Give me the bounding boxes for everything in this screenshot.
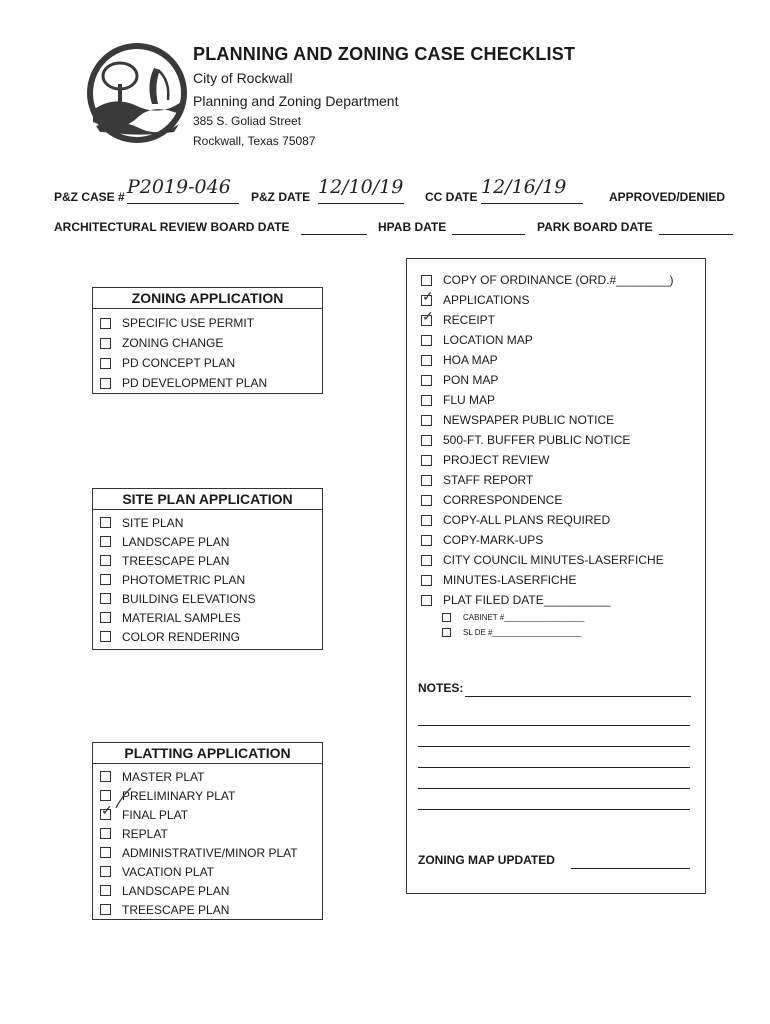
checkbox[interactable] <box>421 375 432 386</box>
checkbox[interactable] <box>421 355 432 366</box>
checkbox[interactable] <box>421 575 432 586</box>
zoning-item-zoning-change[interactable]: ZONING CHANGE <box>100 333 322 353</box>
checkbox[interactable] <box>100 904 111 915</box>
checkbox[interactable] <box>100 358 111 369</box>
park-board-date-field[interactable] <box>659 220 733 235</box>
arb-date-label: ARCHITECTURAL REVIEW BOARD DATE <box>54 220 290 234</box>
checklist-item-copy-of-ordinance[interactable]: COPY OF ORDINANCE (ORD.#________) <box>421 270 674 290</box>
notes-line <box>418 809 690 810</box>
pz-date-field[interactable] <box>318 176 404 204</box>
site-plan-application-title: SITE PLAN APPLICATION <box>93 489 322 510</box>
platting-item-vacation-plat[interactable]: VACATION PLAT <box>100 862 322 881</box>
site-plan-item-color-rendering[interactable]: COLOR RENDERING <box>100 627 322 646</box>
zoning-item-pd-concept-plan[interactable]: PD CONCEPT PLAN <box>100 353 322 373</box>
platting-item-master-plat[interactable]: MASTER PLAT <box>100 767 322 786</box>
zoning-application-list <box>93 309 322 393</box>
case-number-label: P&Z CASE # <box>54 190 125 204</box>
handwritten-stroke-mark <box>114 786 134 815</box>
zoning-application-title: ZONING APPLICATION <box>93 288 322 309</box>
checkbox[interactable] <box>100 847 111 858</box>
city-seal-logo <box>84 40 190 146</box>
checkbox-checked[interactable] <box>421 315 432 326</box>
platting-item-final-plat[interactable]: ✓ FINAL PLAT <box>100 805 322 824</box>
checkbox[interactable] <box>442 613 451 622</box>
checkbox[interactable] <box>421 535 432 546</box>
plat-filed-sub-list <box>421 610 674 640</box>
checkbox[interactable] <box>100 536 111 547</box>
platting-item-treescape-plan[interactable]: TREESCAPE PLAN <box>100 900 322 919</box>
checklist-item-copy-all-plans-required[interactable]: COPY-ALL PLANS REQUIRED <box>421 510 674 530</box>
platting-application-title: PLATTING APPLICATION <box>93 743 322 764</box>
platting-item-preliminary-plat[interactable]: PRELIMINARY PLAT <box>100 786 322 805</box>
checklist-item-receipt[interactable]: ✓ RECEIPT <box>421 310 674 330</box>
checkbox-checked[interactable] <box>100 809 111 820</box>
checklist-item-newspaper-public-notice[interactable]: NEWSPAPER PUBLIC NOTICE <box>421 410 674 430</box>
zoning-item-specific-use-permit[interactable]: SPECIFIC USE PERMIT <box>100 313 322 333</box>
checkbox[interactable] <box>100 885 111 896</box>
checkbox[interactable] <box>100 612 111 623</box>
arb-date-field[interactable] <box>301 220 367 235</box>
checkbox[interactable] <box>100 771 111 782</box>
zoning-map-updated-field[interactable] <box>571 853 690 869</box>
notes-line <box>418 725 690 726</box>
checklist-subitem-slide[interactable]: SL DE #____________________ <box>442 625 674 640</box>
checkbox[interactable] <box>421 415 432 426</box>
checkbox[interactable] <box>421 555 432 566</box>
checklist-item-pon-map[interactable]: PON MAP <box>421 370 674 390</box>
cc-date-field[interactable] <box>481 176 583 204</box>
document-checklist-list <box>421 270 674 640</box>
platting-item-landscape-plan[interactable]: LANDSCAPE PLAN <box>100 881 322 900</box>
checkbox[interactable] <box>442 628 451 637</box>
site-plan-application-list <box>93 510 322 646</box>
city-state-zip: Rockwall, Texas 75087 <box>193 134 316 148</box>
notes-lines[interactable] <box>418 705 692 815</box>
checkbox[interactable] <box>100 593 111 604</box>
platting-item-administrative-minor-plat[interactable]: ADMINISTRATIVE/MINOR PLAT <box>100 843 322 862</box>
case-number-value: P2019-046 <box>127 176 231 198</box>
checkbox[interactable] <box>421 455 432 466</box>
checklist-item-correspondence[interactable]: CORRESPONDENCE <box>421 490 674 510</box>
zoning-application-box <box>92 287 323 394</box>
checklist-subitem-cabinet[interactable]: CABINET #__________________ <box>442 610 674 625</box>
checklist-item-staff-report[interactable]: STAFF REPORT <box>421 470 674 490</box>
checkbox[interactable] <box>421 515 432 526</box>
checkbox[interactable] <box>100 338 111 349</box>
checklist-item-applications[interactable]: ✓ APPLICATIONS <box>421 290 674 310</box>
checklist-item-plat-filed-date[interactable]: PLAT FILED DATE__________ <box>421 590 674 610</box>
checkbox[interactable] <box>100 790 111 801</box>
notes-line <box>418 788 690 789</box>
checklist-item-copy-mark-ups[interactable]: COPY-MARK-UPS <box>421 530 674 550</box>
checklist-item-buffer-public-notice[interactable]: 500-FT. BUFFER PUBLIC NOTICE <box>421 430 674 450</box>
hpab-date-field[interactable] <box>452 220 525 235</box>
checklist-item-location-map[interactable]: LOCATION MAP <box>421 330 674 350</box>
cc-date-label: CC DATE <box>425 190 478 204</box>
site-plan-item-building-elevations[interactable]: BUILDING ELEVATIONS <box>100 589 322 608</box>
hpab-date-label: HPAB DATE <box>378 220 447 234</box>
department-name: Planning and Zoning Department <box>193 93 399 109</box>
zoning-item-pd-development-plan[interactable]: PD DEVELOPMENT PLAN <box>100 373 322 393</box>
notes-line <box>418 767 690 768</box>
site-plan-item-photometric-plan[interactable]: PHOTOMETRIC PLAN <box>100 570 322 589</box>
notes-label: NOTES: <box>418 681 464 695</box>
site-plan-application-box <box>92 488 323 650</box>
checkbox[interactable] <box>100 828 111 839</box>
checklist-item-minutes-laserfiche[interactable]: MINUTES-LASERFICHE <box>421 570 674 590</box>
pz-date-value: 12/10/19 <box>318 176 404 198</box>
page-title: PLANNING AND ZONING CASE CHECKLIST <box>193 44 576 64</box>
checkbox[interactable] <box>100 574 111 585</box>
site-plan-item-treescape-plan[interactable]: TREESCAPE PLAN <box>100 551 322 570</box>
pz-date-label: P&Z DATE <box>251 190 311 204</box>
notes-line <box>418 746 690 747</box>
case-number-field[interactable] <box>127 176 239 204</box>
park-board-date-label: PARK BOARD DATE <box>537 220 653 234</box>
cc-date-value: 12/16/19 <box>481 176 567 198</box>
checkbox[interactable] <box>421 435 432 446</box>
zoning-map-updated-label: ZONING MAP UPDATED <box>418 853 555 867</box>
checkbox[interactable] <box>421 275 432 286</box>
checkbox[interactable] <box>100 318 111 329</box>
checkbox[interactable] <box>421 495 432 506</box>
city-name: City of Rockwall <box>193 70 293 86</box>
checkbox[interactable] <box>421 595 432 606</box>
checkbox[interactable] <box>100 517 111 528</box>
notes-field[interactable] <box>465 681 691 697</box>
site-plan-item-landscape-plan[interactable]: LANDSCAPE PLAN <box>100 532 322 551</box>
document-checklist-box <box>406 258 706 894</box>
checkbox[interactable] <box>100 866 111 877</box>
platting-item-replat[interactable]: REPLAT <box>100 824 322 843</box>
site-plan-item-material-samples[interactable]: MATERIAL SAMPLES <box>100 608 322 627</box>
checklist-item-city-council-minutes[interactable]: CITY COUNCIL MINUTES-LASERFICHE <box>421 550 674 570</box>
checkbox[interactable] <box>100 631 111 642</box>
checkbox[interactable] <box>421 335 432 346</box>
checkbox[interactable] <box>100 378 111 389</box>
approved-denied-label: APPROVED/DENIED <box>609 190 726 204</box>
street-address: 385 S. Goliad Street <box>193 114 302 128</box>
site-plan-item-site-plan[interactable]: SITE PLAN <box>100 513 322 532</box>
checkbox[interactable] <box>100 555 111 566</box>
checkbox-checked[interactable] <box>421 295 432 306</box>
checkbox[interactable] <box>421 475 432 486</box>
platting-application-box <box>92 742 323 920</box>
checkbox[interactable] <box>421 395 432 406</box>
checklist-item-project-review[interactable]: PROJECT REVIEW <box>421 450 674 470</box>
checklist-item-hoa-map[interactable]: HOA MAP <box>421 350 674 370</box>
checklist-item-flu-map[interactable]: FLU MAP <box>421 390 674 410</box>
